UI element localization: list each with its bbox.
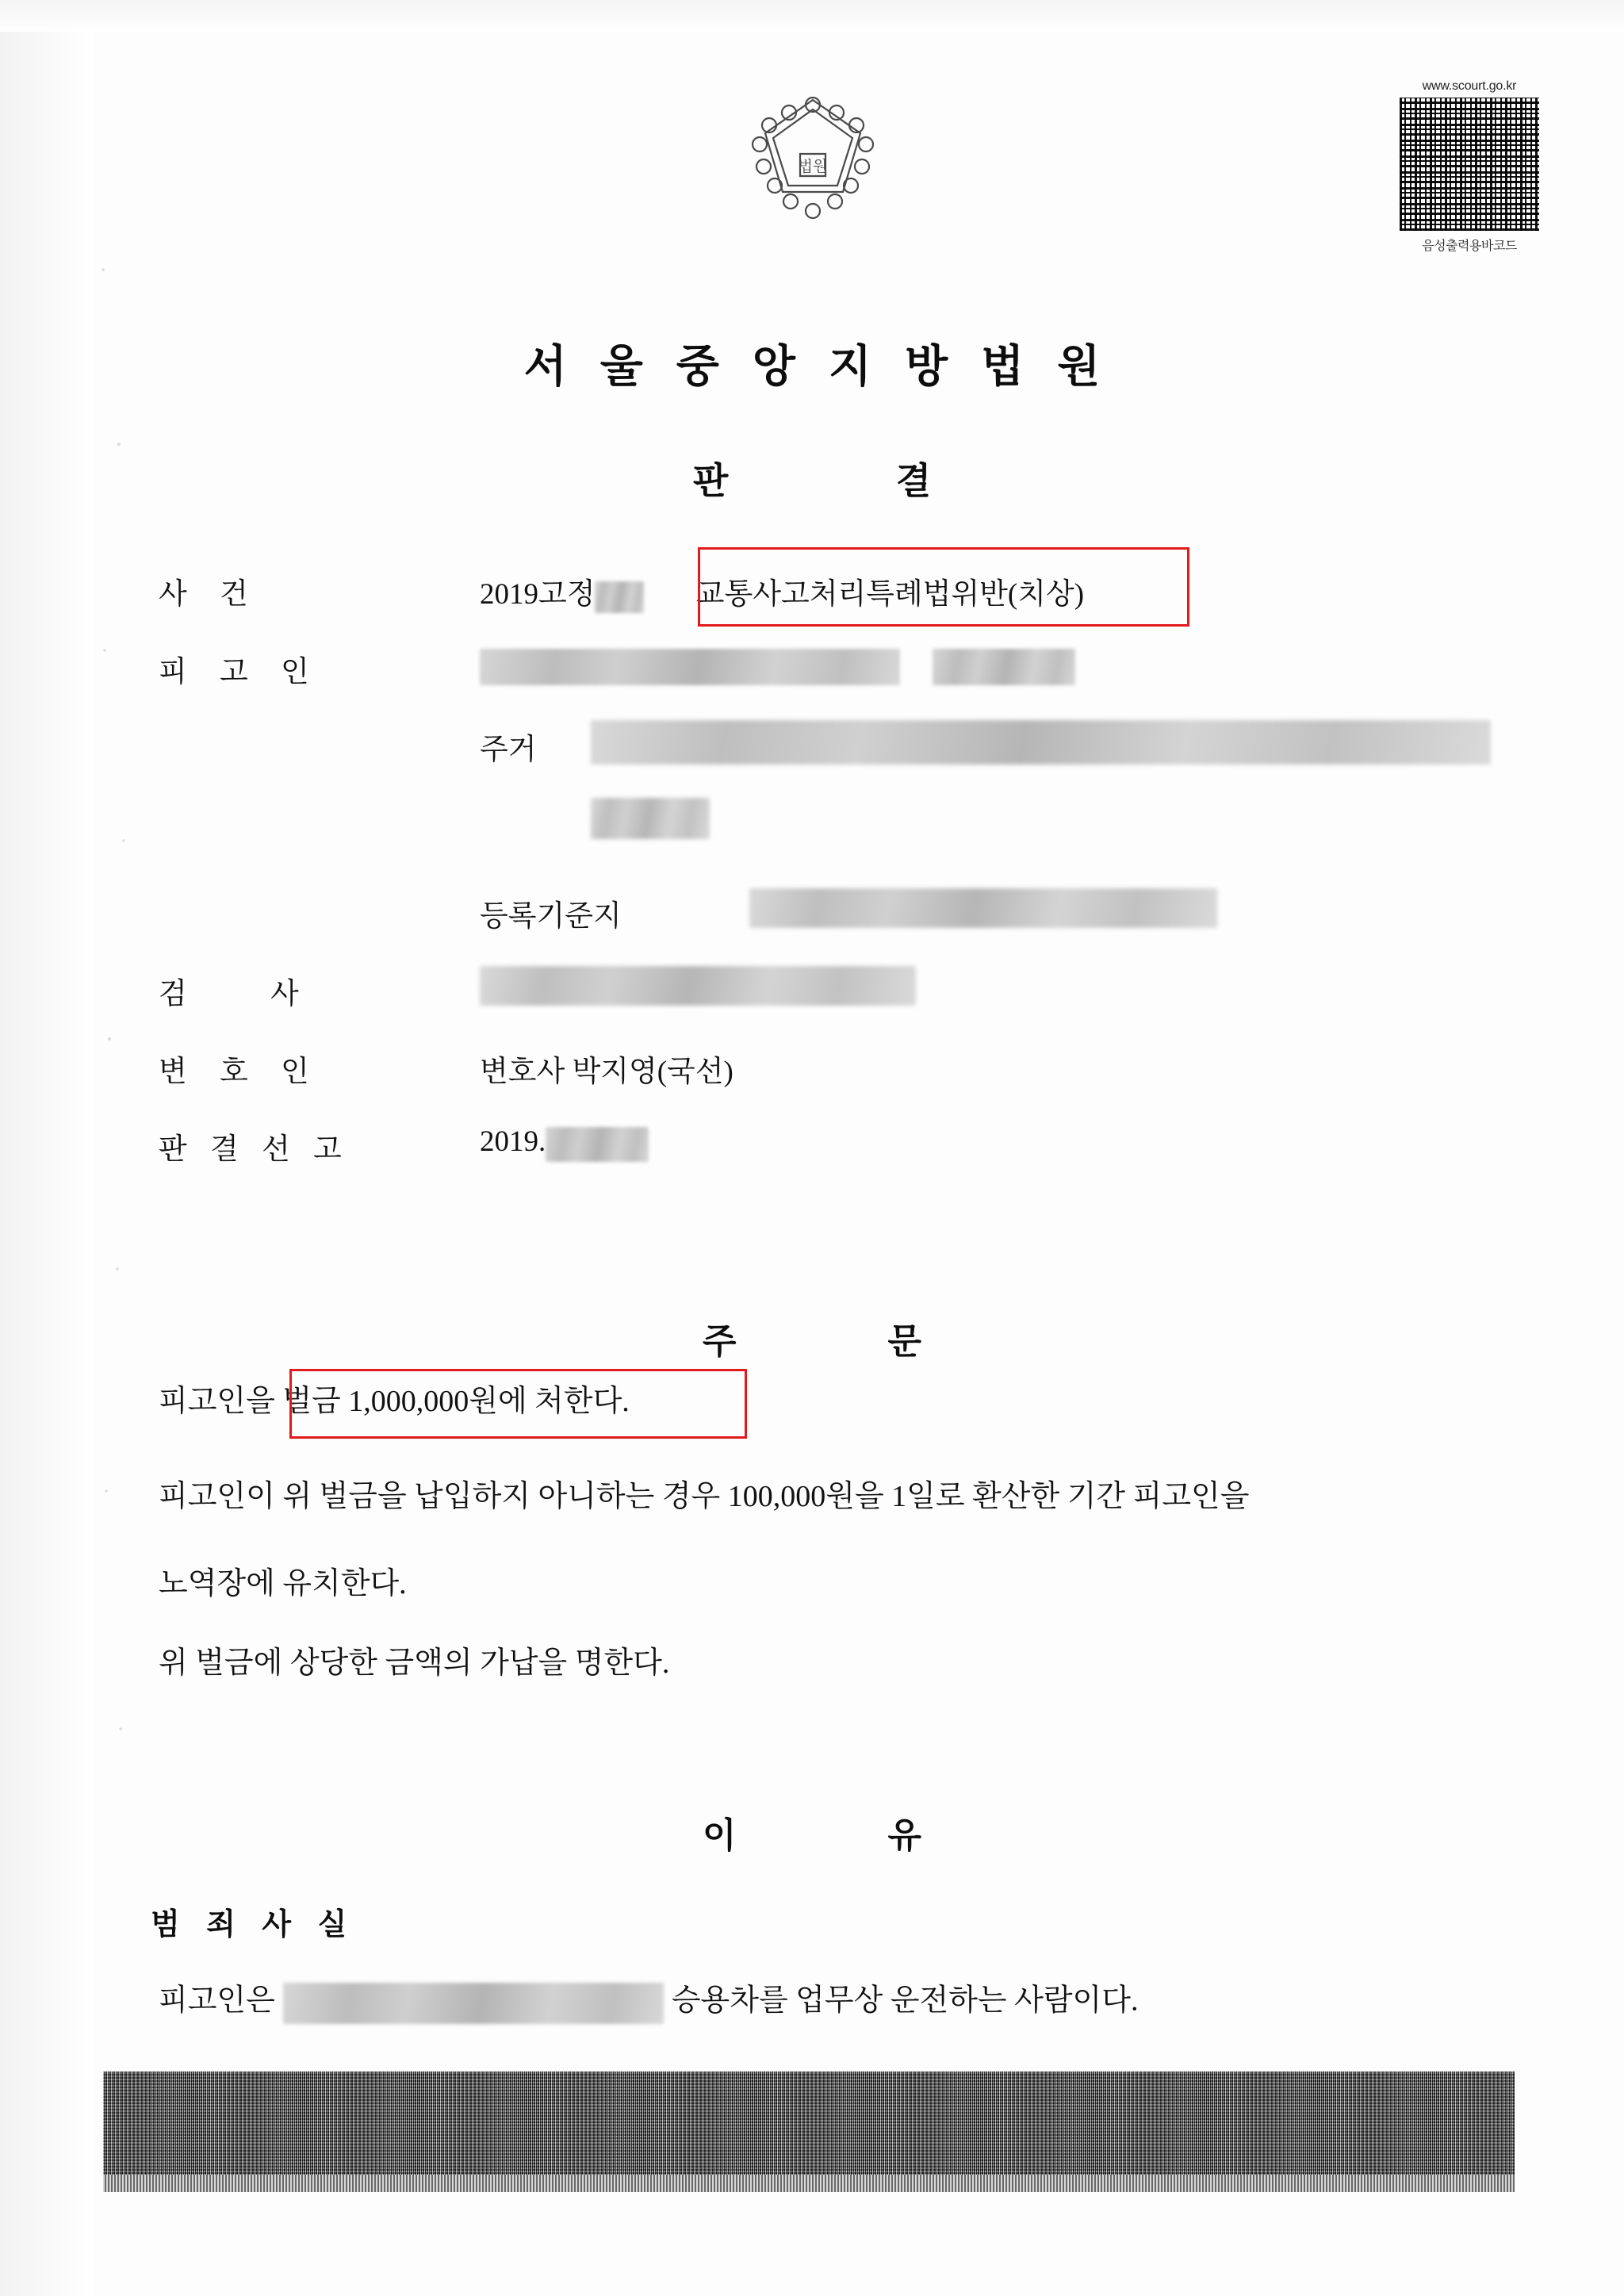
meta-row-judgment-date bbox=[159, 1125, 1507, 1202]
svg-text:법원: 법원 bbox=[798, 159, 828, 175]
meta-row-case bbox=[159, 569, 1507, 647]
prosecutor-redaction bbox=[480, 966, 916, 1006]
scan-top-edge-shadow bbox=[0, 0, 1624, 32]
page-title: 서 울 중 앙 지 방 법 원 bbox=[523, 343, 1112, 392]
crime-facts-heading: 범 죄 사 실 bbox=[151, 1908, 357, 1941]
meta-row-prosecutor bbox=[159, 969, 1507, 1047]
audio-barcode-block bbox=[1398, 79, 1541, 254]
crime-facts-suffix: 승용차를 업무상 운전하는 사람이다. bbox=[671, 1984, 1139, 2018]
meta-label-prosecutor: 검 사 bbox=[159, 978, 337, 1010]
defendant-extra-redaction bbox=[933, 649, 1075, 685]
judgment-date-redaction bbox=[546, 1127, 649, 1162]
order-line-2: 피고인이 위 벌금을 납입하지 아니하는 경우 100,000원을 1일로 환산한 기간 피고인을 bbox=[159, 1480, 1250, 1513]
meta-value-judgment-date bbox=[480, 1125, 649, 1162]
meta-value-case bbox=[480, 569, 1084, 613]
address-redaction-line1 bbox=[591, 720, 1491, 765]
bottom-scanned-strip-secondary bbox=[103, 2175, 1515, 2192]
judgment-year-text: 2019. bbox=[480, 1125, 546, 1158]
case-number-redaction bbox=[595, 581, 644, 613]
meta-row-defendant bbox=[159, 647, 1507, 725]
order-line-3: 노역장에 유치한다. bbox=[159, 1567, 407, 1600]
order-line-1: 피고인을 벌금 1,000,000원에 처한다. bbox=[159, 1385, 630, 1418]
barcode-caption: 음성출력용바코드 bbox=[1422, 240, 1517, 253]
document-type-title: 판 결 bbox=[692, 461, 1011, 501]
case-charge-text: 교통사고처리특례법위반(치상) bbox=[695, 578, 1085, 611]
case-number-text: 2019고정 bbox=[480, 578, 596, 611]
order-line-4: 위 벌금에 상당한 금액의 가납을 명한다. bbox=[159, 1646, 670, 1680]
reason-section-title: 이 유 bbox=[702, 1816, 993, 1855]
meta-label-address: 주거 bbox=[480, 734, 537, 766]
meta-row-attorney bbox=[159, 1047, 1507, 1125]
meta-label-judgment-date: 판 결 선 고 bbox=[159, 1133, 350, 1166]
registry-redaction bbox=[749, 888, 1217, 928]
meta-row-registry bbox=[159, 891, 1507, 969]
meta-label-defendant: 피 고 인 bbox=[159, 656, 322, 688]
court-website-url: www.scourt.go.kr bbox=[1422, 79, 1517, 93]
address-redaction-line2 bbox=[591, 798, 710, 839]
crime-facts-prefix: 피고인은 bbox=[159, 1984, 275, 2018]
meta-label-case: 사 건 bbox=[159, 578, 261, 611]
barcode-image bbox=[1398, 96, 1541, 232]
court-emblem-icon bbox=[741, 95, 884, 242]
meta-value-defendant bbox=[480, 647, 1075, 685]
meta-label-registry: 등록기준지 bbox=[480, 900, 622, 933]
meta-value-attorney: 변호사 박지영(국선) bbox=[480, 1056, 733, 1088]
crime-facts-line bbox=[159, 1983, 1138, 2024]
case-meta-block bbox=[159, 569, 1507, 1202]
meta-row-address bbox=[159, 725, 1507, 891]
meta-label-attorney: 변 호 인 bbox=[159, 1056, 322, 1088]
vehicle-info-redaction bbox=[283, 1983, 664, 2024]
order-section-title: 주 문 bbox=[702, 1322, 993, 1361]
bottom-scanned-strip bbox=[103, 2072, 1515, 2175]
defendant-name-redaction bbox=[480, 649, 900, 685]
